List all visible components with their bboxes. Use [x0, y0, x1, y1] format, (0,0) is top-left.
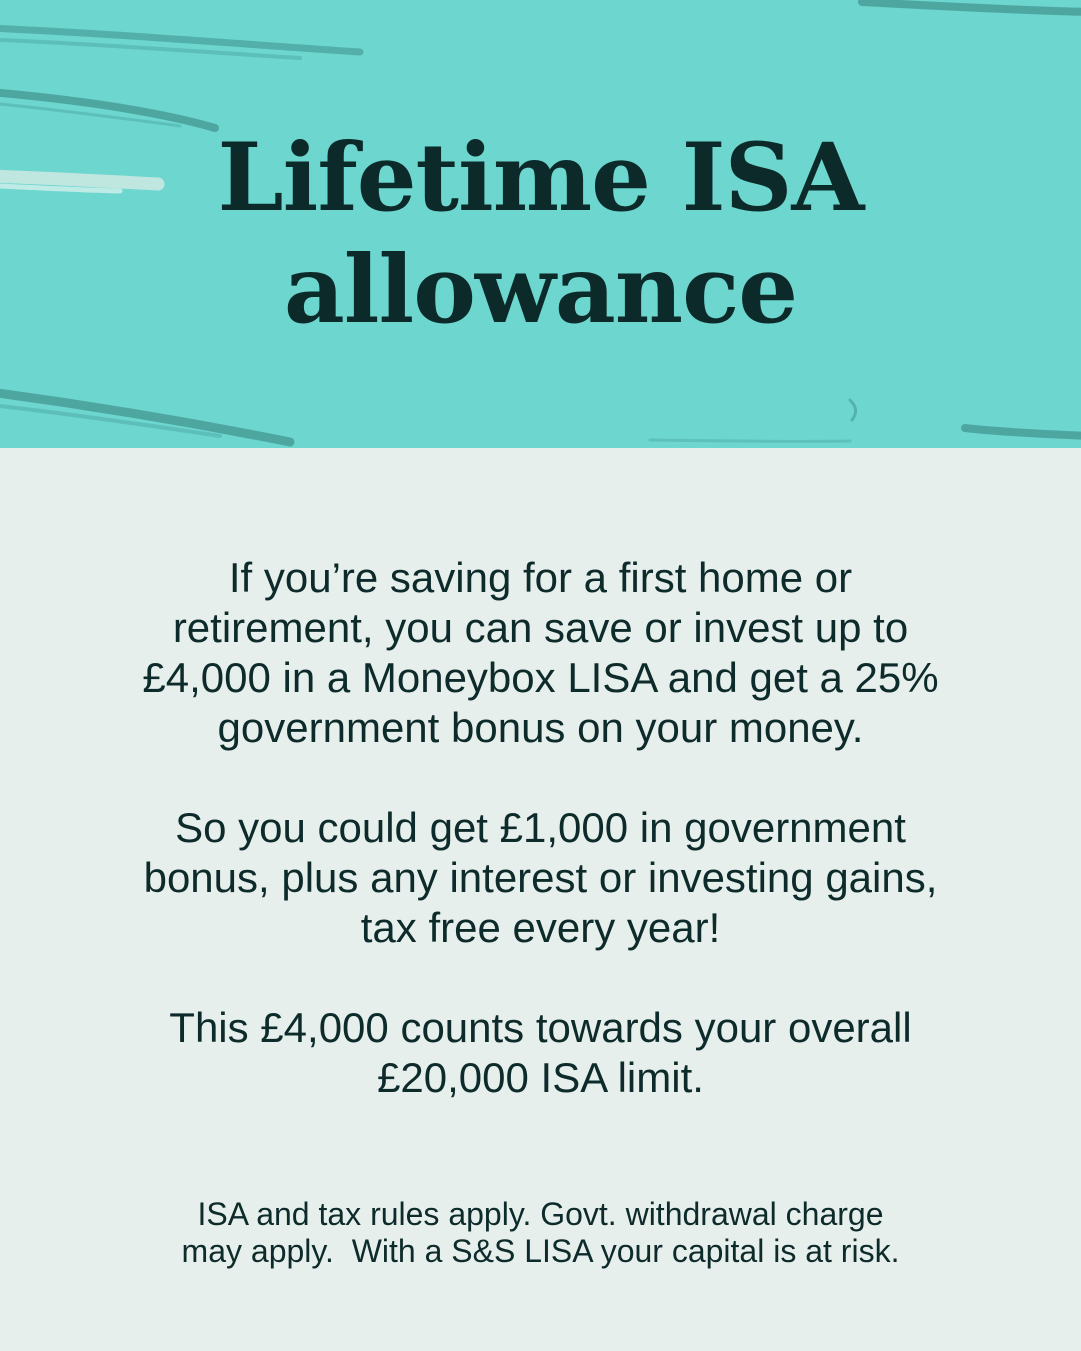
paragraph-line: So you could get £1,000 in government: [175, 804, 906, 851]
paragraph-line: If you’re saving for a first home or: [228, 554, 853, 601]
paragraph-line: tax free every year!: [360, 904, 721, 951]
paragraph-line: £4,000 in a Moneybox LISA and get a 25%: [142, 654, 939, 701]
paragraph-line: bonus, plus any interest or investing gains,: [143, 854, 938, 901]
paragraph-allowance-info: [60, 553, 1021, 753]
paragraph-limit-info: [60, 1003, 1021, 1103]
title-line-1: Lifetime ISA: [217, 123, 864, 233]
disclaimer-line: may apply. With a S&S LISA your capital is at risk.: [181, 1233, 900, 1269]
disclaimer-line: ISA and tax rules apply. Govt. withdrawal charge: [197, 1196, 884, 1232]
paragraph-bonus-info: [60, 803, 1021, 953]
title-line-2: allowance: [283, 235, 798, 345]
paragraph-line: This £4,000 counts towards your overall: [169, 1004, 912, 1051]
paragraph-line: £20,000 ISA limit.: [377, 1054, 704, 1101]
paragraph-line: retirement, you can save or invest up to: [172, 604, 909, 651]
paragraph-line: government bonus on your money.: [217, 704, 864, 751]
page-title: [0, 122, 1081, 346]
header-banner: [0, 0, 1081, 448]
risk-disclaimer: [60, 1196, 1021, 1270]
